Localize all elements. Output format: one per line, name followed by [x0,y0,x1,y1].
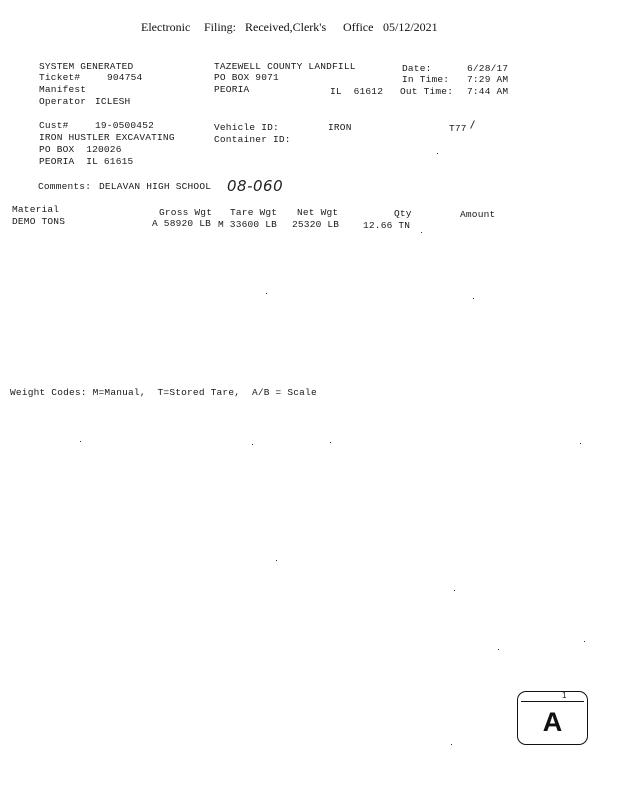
check-mark-icon [470,120,475,129]
scan-speck [266,293,267,294]
customer-po-box: PO BOX 120026 [39,144,122,155]
customer-number: 19-0500452 [95,120,155,131]
row-tare-weight: M 33600 LB [218,219,278,230]
row-qty: 12.66 TN [363,220,411,231]
customer-label: Cust# [39,120,69,131]
header-net-weight: Net Wgt [297,207,339,218]
landfill-state-zip: IL 61612 [330,86,384,97]
filing-stamp-office: Office [343,20,374,34]
filing-stamp-prefix: Electronic [141,20,191,34]
header-material: Material [12,204,60,215]
scan-speck [330,442,331,443]
customer-city-zip: PEORIA IL 61615 [39,156,134,167]
manifest-label: Manifest [39,84,87,95]
header-gross-weight: Gross Wgt [159,207,213,218]
scan-speck [437,153,438,154]
scan-speck [80,441,81,442]
scan-speck [451,744,452,745]
filing-stamp-received: Received,Clerk's [245,20,327,34]
row-net-weight: 25320 LB [292,219,340,230]
out-time-label: Out Time: [400,86,454,97]
scan-speck [276,560,277,561]
comments-value: DELAVAN HIGH SCHOOL [99,181,212,192]
landfill-city: PEORIA [214,84,250,95]
exhibit-divider [521,701,584,702]
filing-stamp-filing: Filing: [204,20,237,34]
in-time-label: In Time: [402,74,450,85]
weight-codes-legend: Weight Codes: M=Manual, T=Stored Tare, A/B = Scale [10,387,317,398]
container-label: Container ID: [214,134,291,145]
operator-value: ICLESH [95,96,131,107]
row-material: DEMO TONS [12,216,66,227]
in-time-value: 7:29 AM [467,74,509,85]
exhibit-tick: 1 [562,691,567,700]
ticket-label: Ticket# [39,72,81,83]
vehicle-value: IRON [328,122,352,133]
comments-label: Comments: [38,181,92,192]
header-tare-weight: Tare Wgt [230,207,278,218]
handwritten-job-number: 08-060 [227,177,284,195]
exhibit-label [517,691,588,745]
scan-speck [498,649,499,650]
vehicle-label: Vehicle ID: [214,122,279,133]
landfill-name: TAZEWELL COUNTY LANDFILL [214,61,356,72]
header-amount: Amount [460,209,496,220]
exhibit-letter: A [542,707,563,737]
vehicle-number: T77 [449,123,467,134]
row-gross-weight: A 58920 LB [152,218,212,229]
operator-label: Operator [39,96,87,107]
scan-speck [252,444,253,445]
system-generated: SYSTEM GENERATED [39,61,134,72]
landfill-po-box: PO BOX 9071 [214,72,279,83]
scan-speck [454,590,455,591]
scan-speck [421,232,422,233]
date-value: 6/28/17 [467,63,509,74]
out-time-value: 7:44 AM [467,86,509,97]
scan-speck [580,443,581,444]
date-label: Date: [402,63,432,74]
header-qty: Qty [394,208,412,219]
scan-speck [584,641,585,642]
ticket-number: 904754 [107,72,143,83]
filing-stamp-date: 05/12/2021 [383,20,438,34]
scan-speck [473,298,474,299]
customer-name: IRON HUSTLER EXCAVATING [39,132,175,143]
